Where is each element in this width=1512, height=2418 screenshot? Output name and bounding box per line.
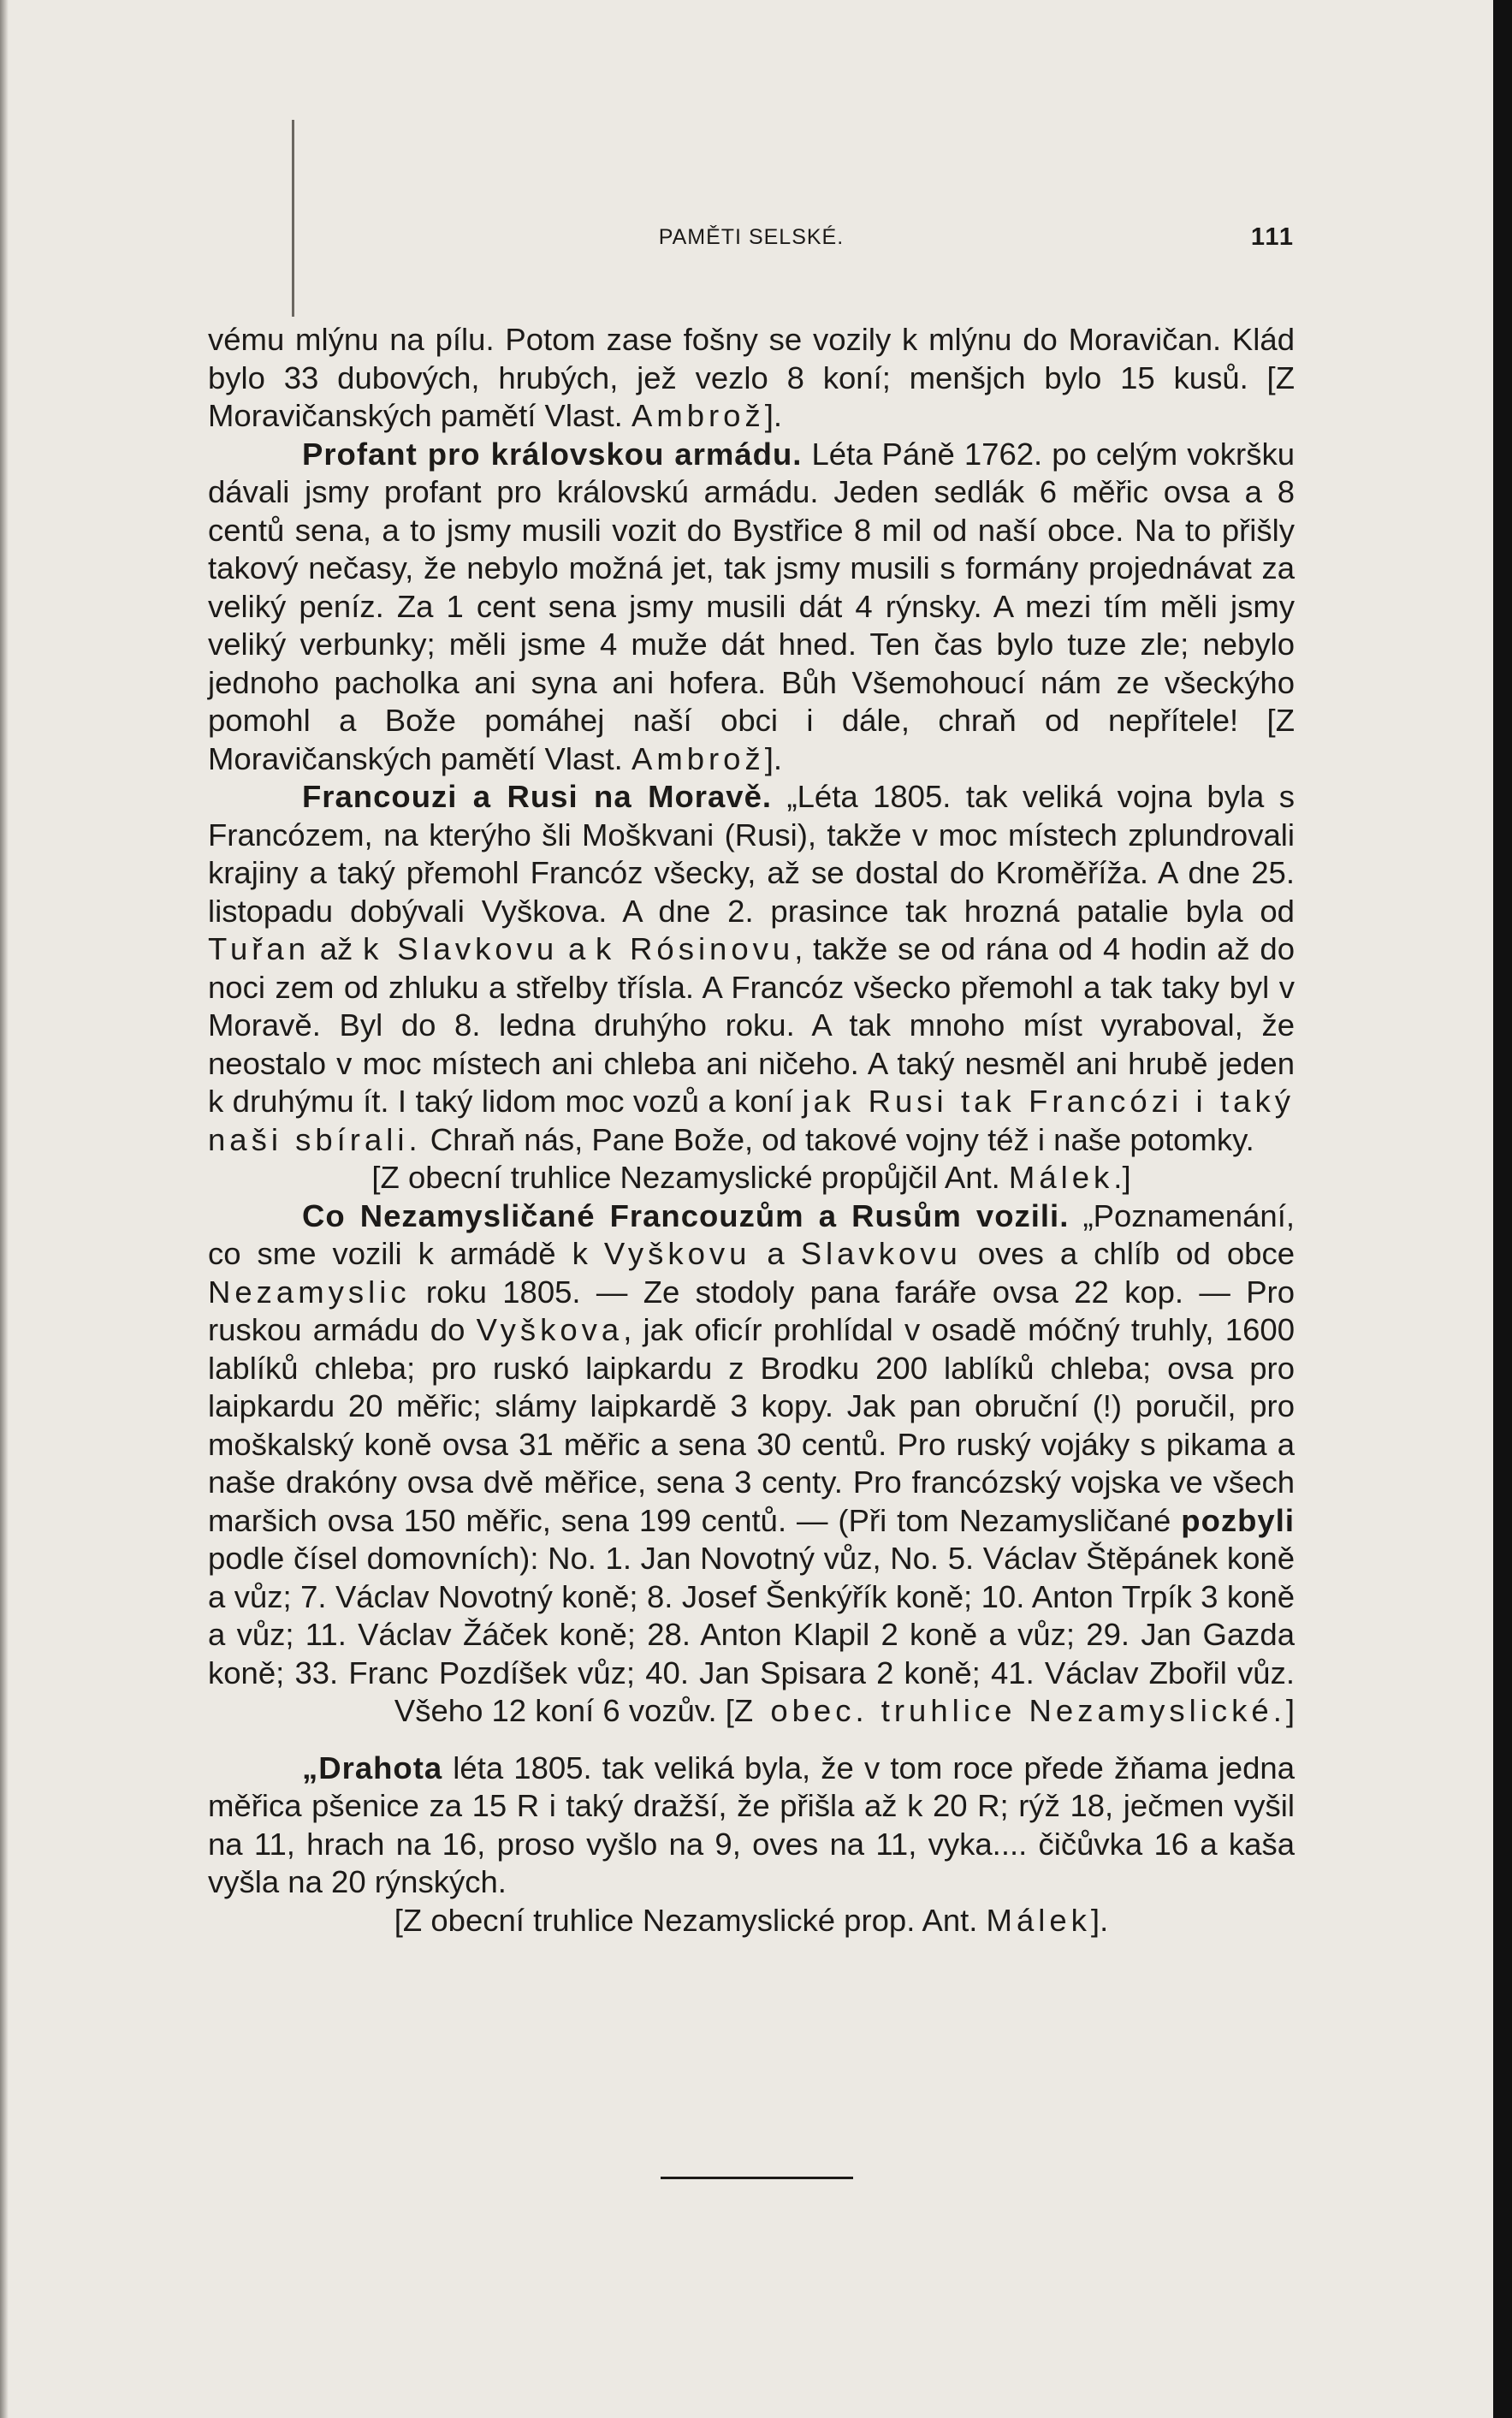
source-end: ]. [1090, 1902, 1109, 1938]
source-citation [208, 1902, 1295, 1940]
section-heading-drahota: „Drahota [302, 1750, 443, 1785]
paragraph-text: až [310, 931, 364, 966]
place-name: Tuřan [208, 931, 310, 966]
place-name: Slavkovu [800, 1236, 962, 1271]
paragraph-text: léta 1805. tak veliká byla, že v tom roce přede žňama jedna měřica pšenice za 15 R i taký dražší, že přišla až k 20 R; rýž 18, ječmen vyšil na 11, hrach na 16, proso vyšlo na 9, oves na 11, vyka.... čičůvka 16 a kaša vyšla na 20 rýnských. [208, 1750, 1295, 1899]
running-head [208, 218, 1295, 270]
paragraph-text: a [558, 931, 596, 966]
book-page [208, 218, 1295, 1940]
paragraph-text: „Léta 1805. tak veliká vojna byla s Francózem, na kterýho šli Moškvani (Rusi), takže v moc místech zplundrovali krajiny a taký přemohl Francóz všecky, až se dostal do Kroměříža. A dne 25. listopadu dobývali Vyškova. A dne 2. prasince tak hrozná patalie byla od [208, 779, 1295, 929]
paragraph-text: roku 1805. — Ze stodoly pana faráře ovsa 22 kop. — Pro ruskou armádu do [208, 1274, 1295, 1347]
source-end: ] [1285, 1693, 1295, 1728]
paragraph-text: Chraň nás, Pane Bože, od takové vojny též i naše potomky. [421, 1121, 1254, 1157]
section-heading-nezamyslicane: Co Nezamysličané Francouzům a Rusům vozili. [302, 1197, 1070, 1233]
place-name: k Slavkovu [363, 931, 559, 966]
source-end: ]. [764, 740, 783, 776]
paragraph-text: , takže se od rána od 4 hodin až do noci zem od zhluku a střelby třísla. A Francóz všecko přemohl a tak taky byl v Moravě. Byl do 8. ledna druhýho roku. A tak mnoho míst vyraboval, že neostalo v moc místech ani chleba ani ničeho. A taký nesměl ani hrubě jeden k druhýmu ít. I taký lidom moc vozů a koní [208, 931, 1295, 1119]
page-number: 111 [1250, 223, 1295, 251]
source-end: .] [1113, 1160, 1131, 1195]
paragraph-profant [208, 436, 1295, 779]
page-left-shadow [0, 0, 9, 2418]
spaced-phrase: jak Rusi tak Francózi i taký naši sbírali. [208, 1084, 1295, 1157]
paragraph-nezamyslicane [208, 1197, 1295, 1731]
paragraph-francouzi [208, 778, 1295, 1159]
place-name: Vyškovu [603, 1236, 751, 1271]
scan-right-border [1493, 0, 1512, 2418]
paragraph-text: Léta Páně 1762. po celým vokršku dávali jsmy profant pro královskú armádu. Jeden sedlák 6 měřic ovsa a 8 centů sena, a to jsmy musili vozit do Bystřice 8 mil od naší obce. Na to přišly takový nečasy, že nebylo možná jet, tak jsmy musili s formány projednávat za veliký peníz. Za 1 cent sena jsmy musili dát 4 rýnsky. A mezi tím měli jsmy veliký verbunky; měli jsme 4 muže dát hned. Ten čas bylo tuze zle; nebylo jednoho pacholka ani syna ani hofera. Bůh Všemohoucí nám ze všeckýho pomohl a Bože pomáhej naší obci i dále, chraň od nepřítele! [Z Moravičanských pamětí Vlast. [208, 436, 1295, 776]
paragraph-gap [208, 1731, 1295, 1750]
source-text: [Z obecní truhlice Nezamyslické propůjčil Ant. [371, 1160, 1009, 1195]
source-end: ]. [764, 398, 783, 433]
body-text [208, 321, 1295, 1940]
place-name: k Rósinovu [596, 931, 795, 966]
bold-word: pozbyli [1181, 1502, 1295, 1538]
paragraph-drahota [208, 1750, 1295, 1902]
source-citation [208, 1159, 1295, 1197]
source-author: Ambrož [631, 398, 765, 433]
paragraph-text: „Poznamenání, co sme vozili k armádě k [208, 1197, 1295, 1271]
paragraph-text: a [750, 1236, 801, 1271]
place-name: Nezamyslic [208, 1274, 411, 1310]
section-heading-profant: Profant pro královskou armádu. [302, 436, 803, 472]
paragraph-text: , jak oficír prohlídal v osadě móčný truhly, 1600 lablíků chleba; pro ruskó laipkardu z Brodku 200 lablíků chleba; ovsa pro laipkardu 20 měřic; slámy laipkardě 3 kopy. Jak pan obruční (!) poručil, pro moškalský koně ovsa 31 měřic a sena 30 centů. Pro ruský vojáky s pikama a naše drakóny ovsa dvě měřice, sena 3 centy. Pro francózský vojska ve všech maršich ovsa 150 měřic, sena 199 centů. — (Při tom Nezamysličané [208, 1312, 1295, 1538]
paragraph-text: oves a chlíb od obce [961, 1236, 1295, 1271]
section-heading-francouzi: Francouzi a Rusi na Moravě. [302, 779, 773, 814]
paragraph-text: vému mlýnu na pílu. Potom zase fošny se vozily k mlýnu do Moravičan. Klád bylo 33 dubových, hrubých, jež vezlo 8 koní; menšjch bylo 15 kusů. [Z Moravičanských pamětí Vlast. [208, 322, 1295, 433]
source-author: Málek [986, 1902, 1091, 1938]
source-text: [Z obecní truhlice Nezamyslické prop. Ant. [394, 1902, 987, 1938]
paragraph-mlyn [208, 321, 1295, 436]
source-author: Málek [1008, 1160, 1114, 1195]
place-name: Vyškova [476, 1312, 624, 1347]
source-author: Ambrož [631, 740, 765, 776]
running-title: PAMĚTI SELSKÉ. [658, 225, 845, 249]
source-text: Z obec. truhlice Nezamyslické. [733, 1693, 1286, 1728]
paragraph-text: podle čísel domovních): No. 1. Jan Novotný vůz, No. 5. Václav Štěpánek koně a vůz; 7. Václav Novotný koně; 8. Josef Šenkýřík koně; 10. Anton Trpík 3 koně a vůz; 11. Václav Žáček koně; 28. Anton Klapil 2 koně a vůz; 29. Jan Gazda koně; 33. Franc Pozdíšek vůz; 40. Jan Spisara 2 koně; 41. Václav Zbořil vůz. Všeho 12 koní 6 vozův. [ [208, 1541, 1295, 1728]
closing-rule [661, 2177, 853, 2179]
